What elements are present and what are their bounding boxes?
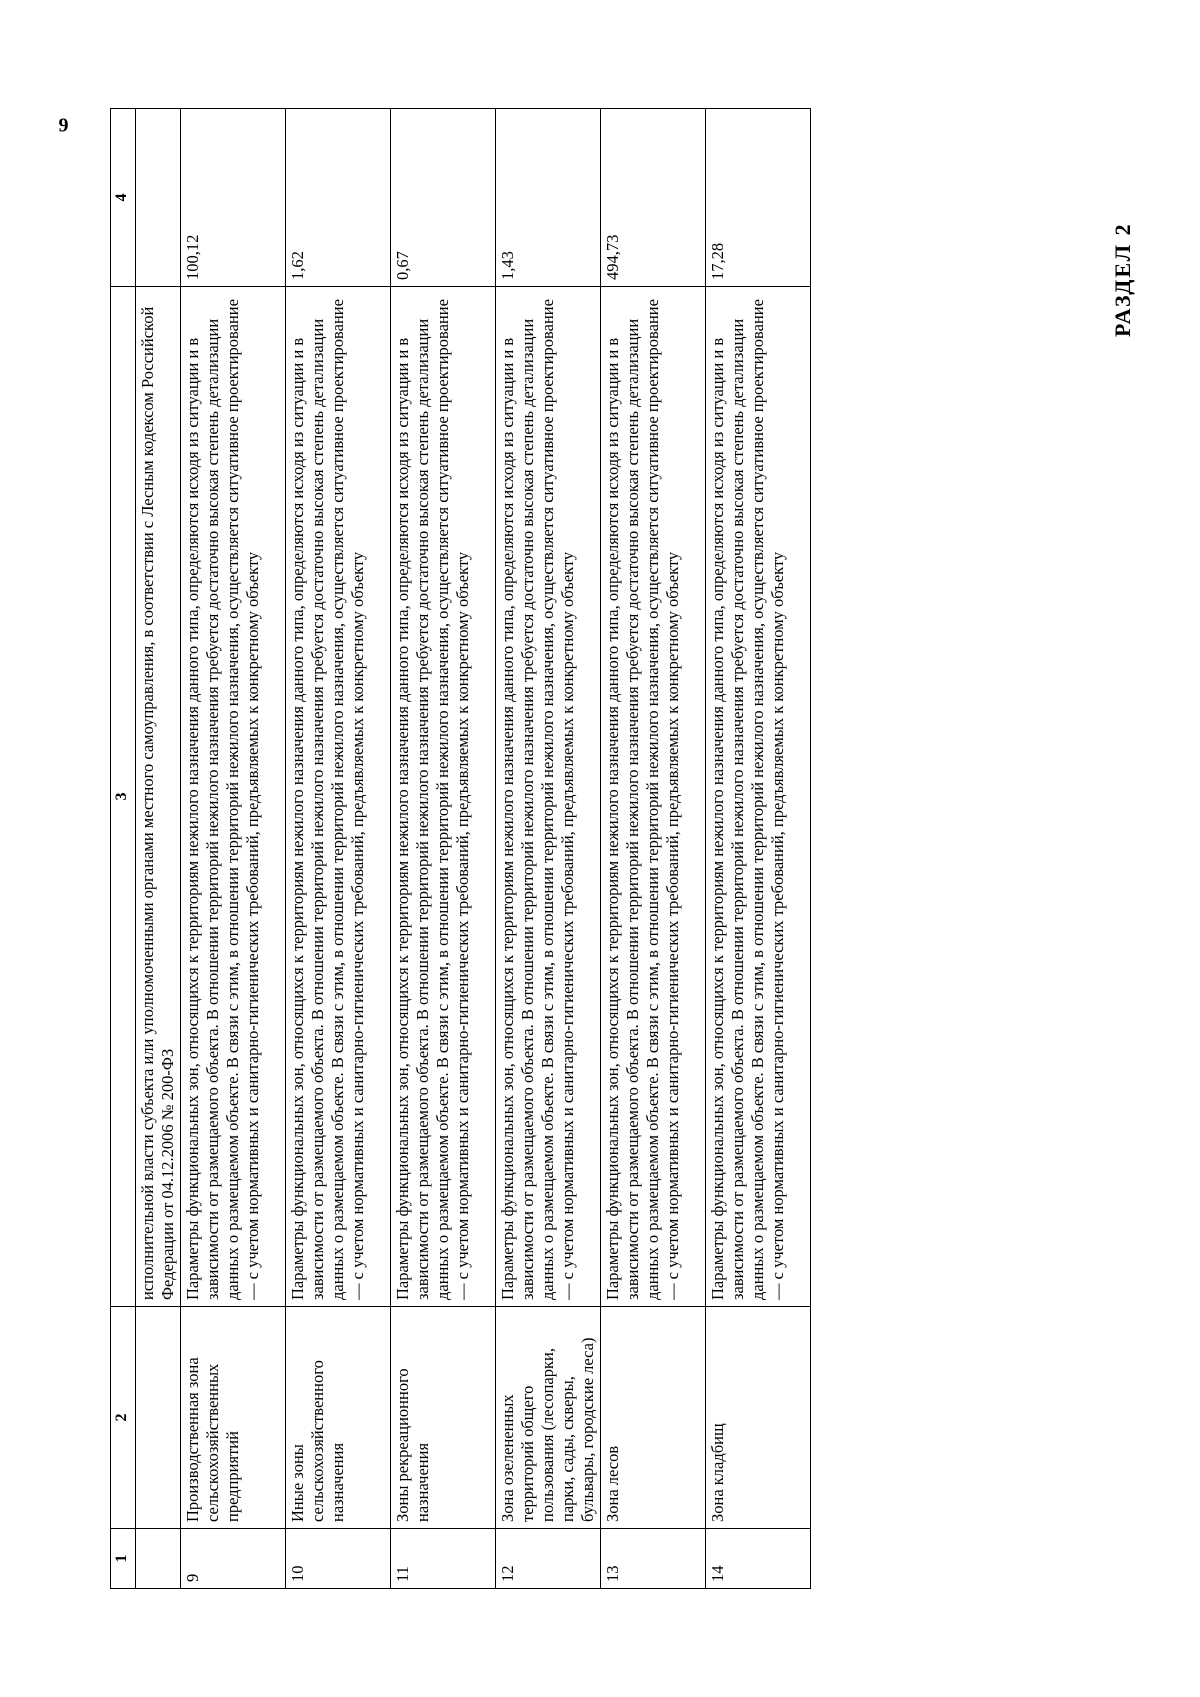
table-row <box>286 109 391 1589</box>
cell-num <box>136 1529 181 1589</box>
section-label: РАЗДЕЛ 2 <box>1110 222 1135 337</box>
cell-num: 12 <box>496 1529 601 1589</box>
table-row <box>706 109 811 1589</box>
cell-description: Параметры функциональных зон, относящихся к территориям нежилого назначения данного типа, определяются исходя из ситуации и в зависимости от размещаемого объекта. В отношении территорий нежилого назначения требуется достаточно высокая степень детализации данных о размещаемом объекте. В связи с этим, в отношении территорий нежилого назначения, осуществляется ситуативное проектирование — с учетом нормативных и санитарно-гигиенических требований, предъявляемых к конкретному объекту <box>496 287 601 1307</box>
zones-table <box>110 108 811 1589</box>
header-col-4: 4 <box>111 109 136 287</box>
cell-description: Параметры функциональных зон, относящихся к территориям нежилого назначения данного типа, определяются исходя из ситуации и в зависимости от размещаемого объекта. В отношении территорий нежилого назначения требуется достаточно высокая степень детализации данных о размещаемом объекте. В связи с этим, в отношении территорий нежилого назначения, осуществляется ситуативное проектирование — с учетом нормативных и санитарно-гигиенических требований, предъявляемых к конкретному объекту <box>601 287 706 1307</box>
cell-name: Зоны рекреационного назначения <box>391 1307 496 1529</box>
table-row <box>496 109 601 1589</box>
cell-description: Параметры функциональных зон, относящихся к территориям нежилого назначения данного типа, определяются исходя из ситуации и в зависимости от размещаемого объекта. В отношении территорий нежилого назначения требуется достаточно высокая степень детализации данных о размещаемом объекте. В связи с этим, в отношении территорий нежилого назначения, осуществляется ситуативное проектирование — с учетом нормативных и санитарно-гигиенических требований, предъявляемых к конкретному объекту <box>706 287 811 1307</box>
cell-value <box>136 109 181 287</box>
cell-description: Параметры функциональных зон, относящихся к территориям нежилого назначения данного типа, определяются исходя из ситуации и в зависимости от размещаемого объекта. В отношении территорий нежилого назначения требуется достаточно высокая степень детализации данных о размещаемом объекте. В связи с этим, в отношении территорий нежилого назначения, осуществляется ситуативное проектирование — с учетом нормативных и санитарно-гигиенических требований, предъявляемых к конкретному объекту <box>181 287 286 1307</box>
header-col-3: 3 <box>111 287 136 1307</box>
cell-value: 1,62 <box>286 109 391 287</box>
table-row <box>391 109 496 1589</box>
cell-num: 13 <box>601 1529 706 1589</box>
page-number: 9 <box>58 114 69 137</box>
cell-value: 0,67 <box>391 109 496 287</box>
cell-name: Зона озелененных территорий общего пользования (лесопарки, парки, сады, скверы, бульвары, городские леса) <box>496 1307 601 1529</box>
cell-name: Иные зоны сельскохозяйственного назначения <box>286 1307 391 1529</box>
cell-num: 11 <box>391 1529 496 1589</box>
cell-value: 17,28 <box>706 109 811 287</box>
cell-value: 100,12 <box>181 109 286 287</box>
cell-description: Параметры функциональных зон, относящихся к территориям нежилого назначения данного типа, определяются исходя из ситуации и в зависимости от размещаемого объекта. В отношении территорий нежилого назначения требуется достаточно высокая степень детализации данных о размещаемом объекте. В связи с этим, в отношении территорий нежилого назначения, осуществляется ситуативное проектирование — с учетом нормативных и санитарно-гигиенических требований, предъявляемых к конкретному объекту <box>391 287 496 1307</box>
table-header-row <box>111 109 136 1589</box>
cell-name <box>136 1307 181 1529</box>
cell-description: исполнительной власти субъекта или уполномоченными органами местного самоуправления, в соответствии с Лесным кодексом Российской Федерации от 04.12.2006 № 200-ФЗ <box>136 287 181 1307</box>
cell-num: 10 <box>286 1529 391 1589</box>
header-col-1: 1 <box>111 1529 136 1589</box>
header-col-2: 2 <box>111 1307 136 1529</box>
cell-value: 1,43 <box>496 109 601 287</box>
cell-name: Зона лесов <box>601 1307 706 1529</box>
cell-description: Параметры функциональных зон, относящихся к территориям нежилого назначения данного типа, определяются исходя из ситуации и в зависимости от размещаемого объекта. В отношении территорий нежилого назначения требуется достаточно высокая степень детализации данных о размещаемом объекте. В связи с этим, в отношении территорий нежилого назначения, осуществляется ситуативное проектирование — с учетом нормативных и санитарно-гигиенических требований, предъявляемых к конкретному объекту <box>286 287 391 1307</box>
table-row <box>181 109 286 1589</box>
cell-num: 9 <box>181 1529 286 1589</box>
cell-name: Производственная зона сельскохозяйственных предприятий <box>181 1307 286 1529</box>
table-row-continuation <box>136 109 181 1589</box>
cell-num: 14 <box>706 1529 811 1589</box>
cell-value: 494,73 <box>601 109 706 287</box>
cell-name: Зона кладбищ <box>706 1307 811 1529</box>
table-row <box>601 109 706 1589</box>
